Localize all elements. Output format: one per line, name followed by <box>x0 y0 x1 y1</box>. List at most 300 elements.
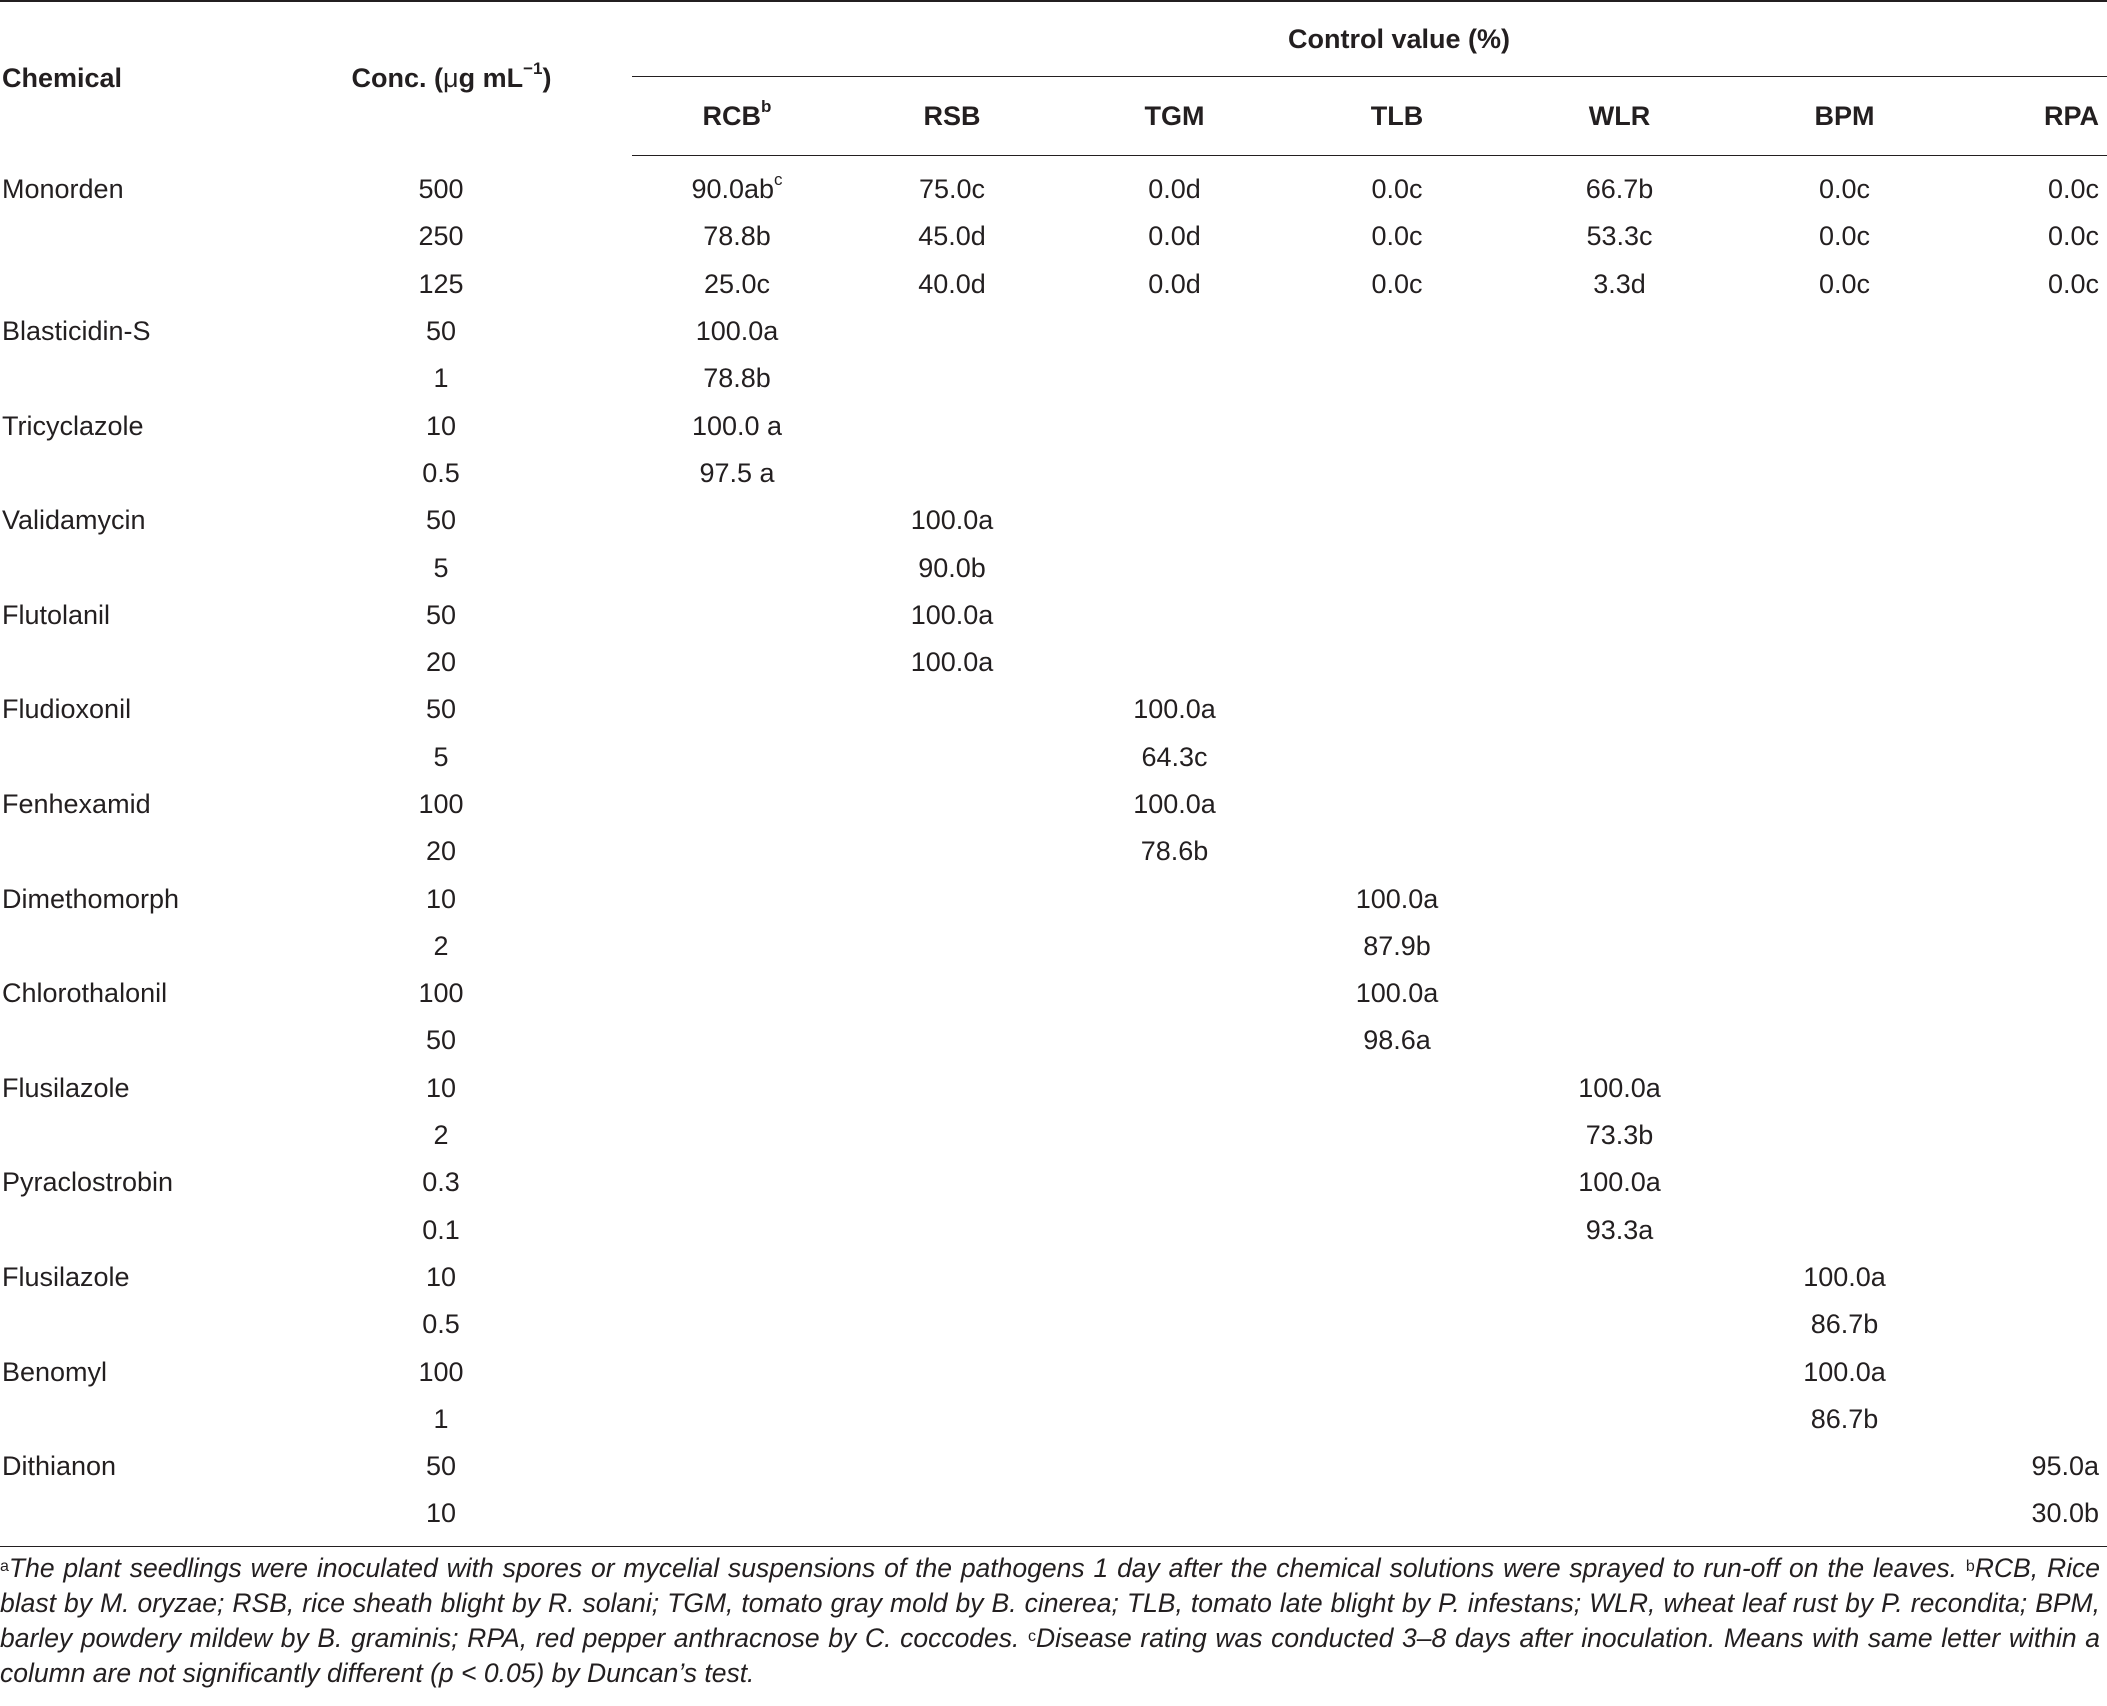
cell-control-value <box>1062 1254 1287 1301</box>
cell-control-value <box>1957 1017 2107 1064</box>
cell-control-value <box>842 828 1062 875</box>
cell-control-value <box>1062 355 1287 402</box>
control-value-text: 100.0a <box>1803 1356 1886 1387</box>
cell-concentration: 1 <box>433 1403 449 1434</box>
cell-control-value <box>842 213 1062 260</box>
cell-control-value <box>1957 875 2107 922</box>
cell-control-value <box>842 544 1062 591</box>
cell-control-value <box>1062 156 1287 214</box>
cell-concentration: 2 <box>433 930 449 961</box>
cell-control-value <box>1287 1348 1507 1395</box>
cell-concentration: 0.5 <box>422 457 460 488</box>
cell-control-value <box>1732 156 1957 214</box>
control-value-text: 0.0c <box>2048 268 2100 299</box>
control-value-text: 100.0a <box>1578 1167 1661 1198</box>
conc-prefix: Conc. ( <box>351 63 444 94</box>
cell-control-value <box>1957 497 2107 544</box>
cell-control-value <box>1287 402 1507 449</box>
cell-control-value <box>1062 639 1287 686</box>
cell-control-value <box>1957 308 2107 355</box>
cell-chemical <box>0 923 290 970</box>
cell-control-value <box>632 1254 842 1301</box>
cell-control-value <box>1287 544 1507 591</box>
cell-control-value <box>632 1112 842 1159</box>
cell-concentration: 2 <box>433 1120 449 1151</box>
cell-control-value <box>632 875 842 922</box>
conc-mu: μ <box>443 63 459 94</box>
cell-control-value <box>1507 544 1732 591</box>
cell-control-value <box>1732 450 1957 497</box>
cell-control-value <box>842 1396 1062 1443</box>
cell-control-value <box>1062 734 1287 781</box>
control-value-text: 0.0c <box>1818 221 1871 252</box>
cell-control-value <box>1957 970 2107 1017</box>
cell-concentration: 50 <box>425 694 457 725</box>
header-chemical: Chemical <box>0 1 290 156</box>
cell-control-value <box>1732 1159 1957 1206</box>
cell-control-value <box>1732 1348 1957 1395</box>
cell-control-value <box>842 639 1062 686</box>
cell-control-value <box>1062 781 1287 828</box>
cell-control-value <box>1287 592 1507 639</box>
cell-control-value <box>1732 1396 1957 1443</box>
cell-control-value <box>1732 828 1957 875</box>
pathogen-label: RSB <box>923 100 981 131</box>
conc-suffix: ) <box>542 63 552 94</box>
cell-control-value <box>1287 781 1507 828</box>
cell-control-value <box>842 497 1062 544</box>
cell-control-value <box>1507 923 1732 970</box>
cell-chemical: Fenhexamid <box>2 789 151 819</box>
cell-concentration: 500 <box>418 173 464 204</box>
cell-control-value <box>1062 261 1287 308</box>
cell-control-value <box>1062 497 1287 544</box>
cell-concentration: 100 <box>418 1356 464 1387</box>
cell-control-value <box>1507 497 1732 544</box>
pathogen-sup: b <box>761 96 772 116</box>
cell-control-value <box>1507 828 1732 875</box>
cell-control-value <box>632 308 842 355</box>
control-value-text: 64.3c <box>1141 741 1208 772</box>
cell-control-value <box>842 875 1062 922</box>
cell-concentration: 0.3 <box>422 1167 460 1198</box>
cell-control-value <box>1287 1159 1507 1206</box>
cell-control-value <box>1732 734 1957 781</box>
cell-control-value <box>1062 592 1287 639</box>
control-value-text: 86.7b <box>1810 1403 1879 1434</box>
footnote-text <box>0 1551 2100 1691</box>
cell-control-value <box>1957 355 2107 402</box>
cell-control-value <box>1957 1159 2107 1206</box>
cell-chemical: Blasticidin-S <box>2 316 151 347</box>
table-row <box>0 970 2107 1017</box>
table-row <box>0 1065 2107 1112</box>
cell-concentration: 50 <box>425 599 457 630</box>
control-value-text: 0.0c <box>1371 174 1423 205</box>
cell-chemical: Chlorothalonil <box>2 978 168 1009</box>
cell-control-value <box>1732 639 1957 686</box>
cell-control-value <box>1287 828 1507 875</box>
cell-control-value <box>1507 1207 1732 1254</box>
cell-control-value <box>632 1490 842 1546</box>
cell-control-value <box>1732 875 1957 922</box>
header-pathogen-rsb <box>842 77 1062 156</box>
cell-control-value <box>1507 1490 1732 1546</box>
pathogen-label: WLR <box>1588 100 1651 131</box>
cell-control-value <box>632 1348 842 1395</box>
table-row <box>0 1112 2107 1159</box>
cell-control-value <box>842 1207 1062 1254</box>
cell-control-value <box>1062 875 1287 922</box>
control-value-text: 100.0a <box>1803 1261 1886 1292</box>
cell-control-value <box>1957 402 2107 449</box>
cell-control-value <box>1287 1490 1507 1546</box>
cell-control-value <box>842 355 1062 402</box>
cell-control-value <box>632 1207 842 1254</box>
table-row <box>0 308 2107 355</box>
cell-concentration: 5 <box>433 552 449 583</box>
cell-control-value <box>842 686 1062 733</box>
control-value-text: 100.0a <box>1578 1072 1661 1103</box>
cell-control-value <box>632 734 842 781</box>
table-row <box>0 686 2107 733</box>
footnote-b: RCB, Rice blast by M. oryzae; RSB, rice sheath blight by R. solani; TGM, tomato gray mold by B. cinerea; TLB, tomato late blight by P. infestans; WLR, wheat leaf rust by P. recondita; BPM, barley powdery mildew by B. graminis; RPA, red pepper anthracnose by C. coccodes. <box>0 1553 2100 1653</box>
cell-concentration: 50 <box>425 1025 457 1056</box>
cell-control-value <box>1732 261 1957 308</box>
control-value-text: 0.0c <box>1818 268 1871 299</box>
cell-control-value <box>1287 1017 1507 1064</box>
cell-control-value <box>1957 1490 2107 1546</box>
table-row <box>0 1254 2107 1301</box>
cell-control-value <box>632 156 842 214</box>
conc-exponent: −1 <box>523 59 543 79</box>
control-value-text: 45.0d <box>918 221 986 252</box>
table-row <box>0 402 2107 449</box>
footnote-mark-c: c <box>1028 1628 1037 1645</box>
cell-control-value <box>1732 923 1957 970</box>
control-value-text: 100.0a <box>1133 694 1216 725</box>
conc-unit: g mL <box>458 63 524 94</box>
cell-chemical <box>0 213 290 260</box>
header-pathogen-bpm <box>1732 77 1957 156</box>
control-value-text: 100.0a <box>695 316 779 347</box>
cell-control-value <box>632 261 842 308</box>
control-value-text: 0.0c <box>1371 268 1423 299</box>
cell-control-value <box>1062 1443 1287 1490</box>
cell-control-value <box>632 1065 842 1112</box>
cell-control-value <box>842 402 1062 449</box>
cell-control-value <box>1287 875 1507 922</box>
cell-concentration: 10 <box>290 1490 632 1546</box>
cell-chemical <box>0 828 290 875</box>
cell-chemical <box>0 544 290 591</box>
cell-control-value <box>1507 970 1732 1017</box>
cell-control-value <box>632 402 842 449</box>
cell-control-value <box>1287 1254 1507 1301</box>
cell-control-value <box>1957 923 2107 970</box>
cell-control-value <box>1957 1443 2107 1490</box>
cell-control-value <box>1732 355 1957 402</box>
cell-control-value <box>1062 1490 1287 1546</box>
cell-control-value <box>842 592 1062 639</box>
footnote-c: Disease rating was conducted 3–8 days after inoculation. Means with same letter within a column are not significantly different (p < 0.05) by Duncan’s test. <box>0 1623 2100 1688</box>
control-value-text: 53.3c <box>1586 221 1653 252</box>
cell-control-value <box>1957 781 2107 828</box>
cell-chemical <box>0 639 290 686</box>
cell-control-value <box>1957 1254 2107 1301</box>
cell-control-value <box>632 639 842 686</box>
control-value-text: 78.8b <box>703 221 771 252</box>
cell-control-value <box>1957 639 2107 686</box>
cell-chemical: Monorden <box>2 173 124 204</box>
cell-control-value <box>1957 1301 2107 1348</box>
control-value-text: 100.0a <box>1133 789 1216 819</box>
table-row <box>0 828 2107 875</box>
cell-control-value <box>1732 402 1957 449</box>
cell-concentration: 125 <box>418 268 464 299</box>
cell-control-value <box>1062 1301 1287 1348</box>
pathogen-label: RPA <box>2044 100 2100 131</box>
cell-control-value <box>632 686 842 733</box>
cell-control-value <box>1507 355 1732 402</box>
cell-chemical: Pyraclostrobin <box>2 1167 174 1198</box>
cell-concentration: 0.1 <box>422 1214 460 1245</box>
cell-control-value <box>1507 261 1732 308</box>
cell-chemical <box>0 1301 290 1348</box>
cell-control-value <box>1062 1159 1287 1206</box>
cell-control-value <box>1957 1207 2107 1254</box>
cell-control-value <box>1957 1112 2107 1159</box>
cell-control-value <box>1732 781 1957 828</box>
cell-control-value <box>842 923 1062 970</box>
cell-control-value <box>1287 686 1507 733</box>
header-pathogen-tlb <box>1287 77 1507 156</box>
cell-control-value <box>1062 402 1287 449</box>
cell-control-value <box>842 1112 1062 1159</box>
table-row <box>0 450 2107 497</box>
cell-control-value <box>1957 1348 2107 1395</box>
cell-control-value <box>1507 156 1732 214</box>
control-value-text: 100.0 a <box>691 410 783 441</box>
cell-control-value <box>842 1490 1062 1546</box>
table-row <box>0 497 2107 544</box>
cell-control-value <box>1732 1017 1957 1064</box>
cell-control-value <box>1062 1017 1287 1064</box>
cell-control-value <box>1507 1254 1732 1301</box>
cell-control-value <box>1507 1065 1732 1112</box>
cell-control-value <box>842 1348 1062 1395</box>
cell-control-value <box>632 355 842 402</box>
cell-control-value <box>632 1159 842 1206</box>
cell-control-value <box>1507 213 1732 260</box>
footnote-mark-a: a <box>0 1558 9 1575</box>
cell-control-value <box>1062 1112 1287 1159</box>
cell-control-value <box>1062 1396 1287 1443</box>
table-row <box>0 1490 2107 1546</box>
cell-control-value <box>1287 970 1507 1017</box>
cell-concentration: 20 <box>425 647 457 678</box>
cell-control-value <box>632 1017 842 1064</box>
cell-control-value <box>842 1443 1062 1490</box>
cell-control-value <box>842 1254 1062 1301</box>
cell-control-value <box>1287 1396 1507 1443</box>
cell-control-value <box>1732 1443 1957 1490</box>
table-row <box>0 261 2107 308</box>
control-value-text: 0.0c <box>2048 221 2100 252</box>
control-value-text: 100.0a <box>1355 883 1439 914</box>
cell-control-value <box>1732 544 1957 591</box>
cell-control-value <box>1062 450 1287 497</box>
header-pathogen-rpa <box>1957 77 2107 156</box>
cell-control-value <box>1732 497 1957 544</box>
cell-concentration: 100 <box>418 789 464 819</box>
cell-control-value <box>842 1065 1062 1112</box>
cell-control-value <box>1287 1112 1507 1159</box>
cell-control-value <box>842 781 1062 828</box>
cell-control-value <box>1957 261 2107 308</box>
cell-concentration: 20 <box>425 836 457 867</box>
cell-control-value <box>632 1396 842 1443</box>
cell-chemical <box>0 261 290 308</box>
table-row <box>0 875 2107 922</box>
cell-control-value <box>1287 639 1507 686</box>
control-value-text: 86.7b <box>1810 1309 1879 1340</box>
cell-control-value <box>1732 592 1957 639</box>
control-value-text: 78.6b <box>1140 836 1209 867</box>
cell-control-value <box>1732 1490 1957 1546</box>
cell-control-value <box>632 592 842 639</box>
table-row <box>0 639 2107 686</box>
cell-control-value <box>1957 734 2107 781</box>
cell-chemical: Benomyl <box>2 1356 108 1387</box>
cell-control-value <box>842 734 1062 781</box>
cell-chemical <box>0 1207 290 1254</box>
cell-control-value <box>1732 686 1957 733</box>
cell-control-value <box>632 497 842 544</box>
cell-control-value <box>1507 1159 1732 1206</box>
header-pathogen-wlr <box>1507 77 1732 156</box>
cell-control-value <box>632 781 842 828</box>
footnote-mark-b: b <box>1965 1558 1975 1575</box>
cell-control-value <box>1732 213 1957 260</box>
pathogen-label: RCB <box>702 100 762 131</box>
cell-control-value <box>1957 828 2107 875</box>
cell-control-value <box>1287 497 1507 544</box>
cell-concentration: 50 <box>425 1451 457 1482</box>
cell-control-value <box>1062 686 1287 733</box>
cell-control-value <box>632 970 842 1017</box>
control-value-text: 90.0ab <box>691 174 775 205</box>
cell-control-value <box>1062 213 1287 260</box>
cell-chemical: Validamycin <box>2 505 146 536</box>
cell-control-value <box>1507 402 1732 449</box>
table-row <box>0 1348 2107 1395</box>
cell-control-value <box>1732 1112 1957 1159</box>
cell-chemical <box>0 1112 290 1159</box>
cell-control-value <box>1062 828 1287 875</box>
cell-chemical: Flusilazole <box>2 1072 130 1103</box>
control-value-text: 100.0a <box>910 599 994 630</box>
cell-chemical <box>0 450 290 497</box>
table-row <box>0 734 2107 781</box>
cell-control-value <box>1507 1443 1732 1490</box>
cell-control-value <box>1732 308 1957 355</box>
table-row <box>0 1017 2107 1064</box>
cell-control-value <box>1507 639 1732 686</box>
cell-chemical: Flusilazole <box>2 1261 130 1292</box>
cell-concentration: 50 <box>425 316 457 347</box>
cell-control-value <box>1287 1443 1507 1490</box>
cell-control-value <box>1062 1348 1287 1395</box>
control-value-text: 3.3d <box>1593 268 1646 299</box>
cell-control-value <box>632 1301 842 1348</box>
control-value-text: 100.0a <box>910 505 994 536</box>
cell-control-value <box>1287 923 1507 970</box>
table-row <box>0 1396 2107 1443</box>
cell-chemical: Dithianon <box>2 1451 117 1482</box>
cell-control-value <box>1957 1065 2107 1112</box>
cell-control-value <box>842 970 1062 1017</box>
cell-control-value <box>842 450 1062 497</box>
pathogen-label: TGM <box>1144 100 1205 131</box>
control-value-text: 100.0a <box>910 647 994 678</box>
cell-control-value <box>632 828 842 875</box>
cell-chemical <box>0 1490 290 1546</box>
cell-control-value <box>1507 734 1732 781</box>
cell-control-value <box>1732 970 1957 1017</box>
cell-control-value <box>1287 261 1507 308</box>
cell-concentration: 50 <box>425 505 457 536</box>
table-row <box>0 1207 2107 1254</box>
table-row <box>0 544 2107 591</box>
control-value-text: 98.6a <box>1363 1025 1431 1056</box>
cell-concentration: 10 <box>425 1072 457 1103</box>
cell-control-value <box>842 1301 1062 1348</box>
cell-control-value <box>1062 1065 1287 1112</box>
cell-control-value <box>1957 686 2107 733</box>
cell-control-value <box>1287 213 1507 260</box>
cell-control-value <box>842 156 1062 214</box>
control-value-text: 0.0d <box>1148 268 1201 299</box>
cell-chemical <box>0 355 290 402</box>
control-value-text: 25.0c <box>703 268 771 299</box>
cell-control-value <box>1287 355 1507 402</box>
cell-control-value <box>632 544 842 591</box>
table-row <box>0 1159 2107 1206</box>
table-row <box>0 1301 2107 1348</box>
cell-concentration: 10 <box>425 883 457 914</box>
cell-concentration: 10 <box>425 410 457 441</box>
table-row <box>0 213 2107 260</box>
cell-control-value <box>842 308 1062 355</box>
cell-control-value <box>1287 734 1507 781</box>
cell-control-value <box>1507 1348 1732 1395</box>
cell-control-value <box>632 450 842 497</box>
control-value-text: 0.0c <box>1818 174 1871 205</box>
table-row <box>0 592 2107 639</box>
cell-chemical <box>0 1396 290 1443</box>
cell-control-value <box>1957 1396 2107 1443</box>
header-concentration <box>290 1 632 156</box>
cell-concentration: 100 <box>418 978 464 1009</box>
header-control-value-group: Control value (%) <box>632 1 2107 77</box>
header-pathogen-rcb <box>632 77 842 156</box>
cell-control-value <box>1507 592 1732 639</box>
control-value-text: 100.0a <box>1355 978 1439 1009</box>
cell-concentration: 5 <box>433 741 449 772</box>
cell-control-value <box>1287 1301 1507 1348</box>
table-header <box>0 1 2107 156</box>
